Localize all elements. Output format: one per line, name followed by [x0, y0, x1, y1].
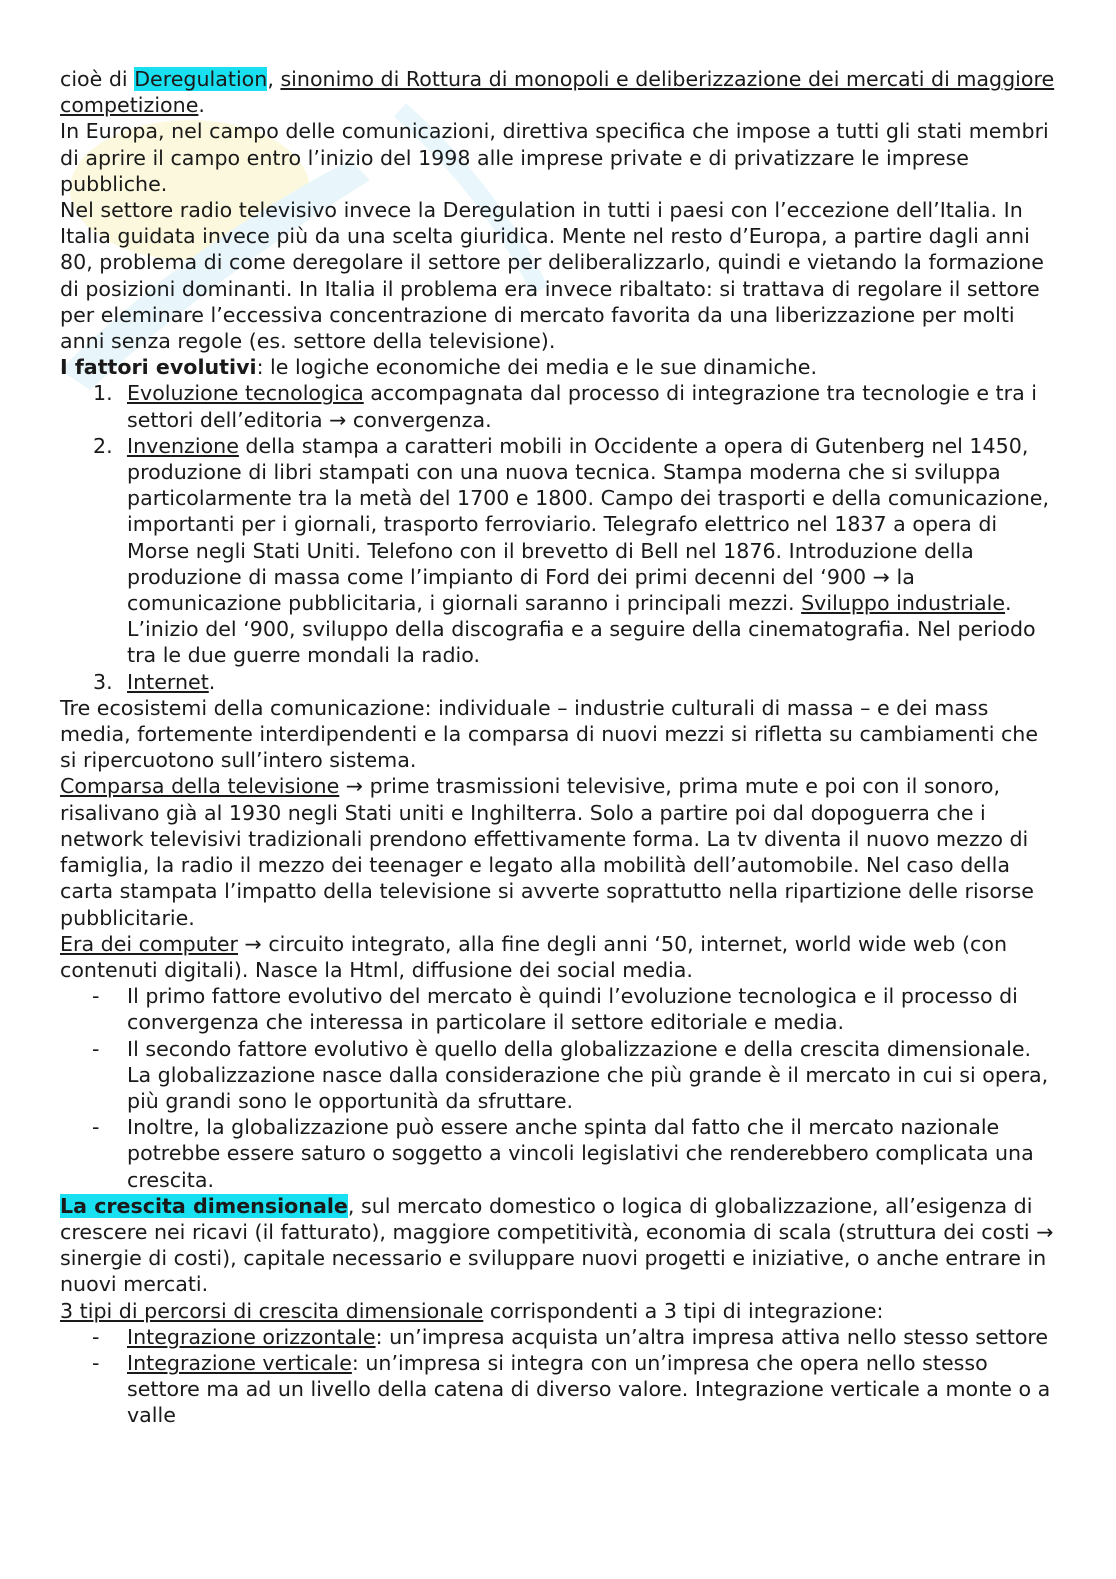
underlined-text: 3 tipi di percorsi di crescita dimensionale [60, 1298, 484, 1323]
list-number: 1. [93, 381, 113, 406]
highlight-crescita-dimensionale: La crescita dimensionale [60, 1193, 348, 1218]
paragraph-ecosistemi: Tre ecosistemi della comunicazione: individuale – industrie culturali di massa – e dei mass media, fortemente interdipendenti e la comparsa di nuovi mezzi si rifletta su cambiamenti che si ripercuotono sull’intero sistema. [60, 695, 1039, 773]
bullet-list-integrazione [60, 1324, 1060, 1429]
underlined-text: Comparsa della televisione [60, 774, 340, 799]
list-item [60, 669, 1060, 695]
text: → prime trasmissioni televisive, prima mute e poi con il sonoro, risalivano già al 1930 negli Stati uniti e Inghilterra. Solo a partire poi dal dopoguerra che i network televisivi tradizionali prendono effettivamente forma. La tv diventa il nuovo mezzo di famiglia, la radio il mezzo dei teenager e legato alla mobilità dell’automobile. Nel caso della carta stampata l’impatto della televisione si avverte soprattutto nella ripartizione delle risorse pubblicitarie. [60, 774, 1034, 930]
text: : un’impresa si integra con un’impresa che opera nello stesso settore ma ad un livello della catena di diverso valore. Integrazione verticale a monte o a valle [127, 1350, 1051, 1428]
bold-heading: I fattori evolutivi [60, 355, 257, 380]
paragraph-deregulation [60, 66, 1060, 118]
text: accompagnata dal processo di integrazione tra tecnologie e tra i settori dell’editoria → convergenza. [127, 381, 1037, 432]
list-item [60, 380, 1060, 432]
list-item [60, 1114, 1060, 1193]
underlined-text: Integrazione orizzontale [127, 1324, 376, 1349]
text: , [267, 67, 281, 91]
bullet-dash: - [92, 1324, 100, 1349]
text: → circuito integrato, alla fine degli anni ‘50, internet, world wide web (con contenuti digitali). Nasce la Html, diffusione dei social media. [60, 931, 1008, 982]
underlined-text: sinonimo di Rottura di monopoli e deliberizzazione dei mercati di maggiore competizione [60, 67, 1055, 118]
list-item [60, 433, 1060, 669]
numbered-list [60, 380, 1060, 694]
underlined-text: Era dei computer [60, 931, 238, 956]
text: cioè di [60, 67, 135, 91]
paragraph-computer [60, 931, 1060, 983]
text: della stampa a caratteri mobili in Occidente a opera di Gutenberg nel 1450, produzione di libri stampati con una nuova tecnica. Stampa moderna che si sviluppa particolarmente tra la metà del 1700 e 1800. Campo dei trasporti e della comunicazione, importanti per i giornali, trasporto ferroviario. Telegrafo elettrico nel 1837 a opera di Morse negli Stati Uniti. Telefono con il brevetto di Bell nel 1876. Introduzione della produzione di massa come l’impianto di Ford dei primi decenni del ‘900 → la comunicazione pubblicitaria, i giornali saranno i principali mezzi. [127, 433, 1050, 616]
paragraph-fattori-evolutivi [60, 354, 1060, 380]
paragraph-televisione [60, 773, 1060, 930]
paragraph-percorsi [60, 1298, 1060, 1324]
text: Inoltre, la globalizzazione può essere anche spinta dal fatto che il mercato nazionale potrebbe essere saturo o soggetto a vincoli legislativi che renderebbero complicata una crescita. [127, 1115, 1034, 1192]
text: : un’impresa acquista un’altra impresa attiva nello stesso settore [375, 1324, 1049, 1349]
list-number: 2. [93, 433, 113, 458]
document-page [60, 66, 1060, 1429]
underlined-text: Internet [127, 669, 209, 694]
underlined-text: Integrazione verticale [127, 1350, 352, 1375]
bullet-dash: - [92, 1350, 100, 1375]
text: Il secondo fattore evolutivo è quello della globalizzazione e della crescita dimensionale. La globalizzazione nasce dalla considerazione che più grande è il mercato in cui si opera, più grandi sono le opportunità da sfruttare. [127, 1036, 1049, 1113]
bullet-dash: - [92, 984, 100, 1009]
text: Il primo fattore evolutivo del mercato è quindi l’evoluzione tecnologica e il processo di convergenza che interessa in particolare il settore editoriale e media. [127, 984, 1018, 1035]
bullet-list-fattori [60, 983, 1060, 1193]
list-item [60, 1324, 1060, 1350]
bullet-dash: - [92, 1115, 100, 1140]
underlined-text: Sviluppo industriale [801, 591, 1006, 616]
list-item [60, 1036, 1060, 1115]
underlined-text: Evoluzione tecnologica [127, 381, 364, 406]
list-number: 3. [93, 669, 113, 694]
text: . L’inizio del ‘900, sviluppo della discografia e a seguire della cinematografia. Nel periodo tra le due guerre mondali la radio. [127, 591, 1036, 668]
text: : le logiche economiche dei media e le sue dinamiche. [256, 355, 817, 380]
list-item [60, 1350, 1060, 1429]
list-item [60, 983, 1060, 1035]
underlined-text: Invenzione [127, 433, 239, 458]
paragraph-crescita-dimensionale [60, 1193, 1060, 1298]
paragraph-radio-televisivo: Nel settore radio televisivo invece la Deregulation in tutti i paesi con l’eccezione dell’Italia. In Italia guidata invece più da una scelta giuridica. Mente nel resto d’Europa, a partire dagli anni 80, problema di come deregolare il settore per deliberalizzarlo, quindi e vietando la formazione di posizioni dominanti. In Italia il problema era invece ribaltato: si trattava di regolare il settore per eleminare l’eccessiva concentrazione di mercato favorita da una liberizzazione per molti anni senza regole (es. settore della televisione). [60, 198, 1044, 354]
text: . [208, 669, 216, 694]
paragraph-europa: In Europa, nel campo delle comunicazioni, direttiva specifica che impose a tutti gli stati membri di aprire il campo entro l’inizio del 1998 alle imprese private e di privatizzare le imprese pubbliche. [60, 119, 1049, 196]
text: . [198, 93, 205, 118]
bullet-dash: - [92, 1036, 100, 1061]
highlight-deregulation: Deregulation [134, 67, 268, 91]
text: corrispondenti a 3 tipi di integrazione: [483, 1298, 884, 1323]
text: , sul mercato domestico o logica di globalizzazione, all’esigenza di crescere nei ricavi (il fatturato), maggiore competitività, economia di scala (struttura dei costi → sinergie di costi), capitale necessario e sviluppare nuovi progetti e iniziative, o anche entrare in nuovi mercati. [60, 1193, 1054, 1297]
